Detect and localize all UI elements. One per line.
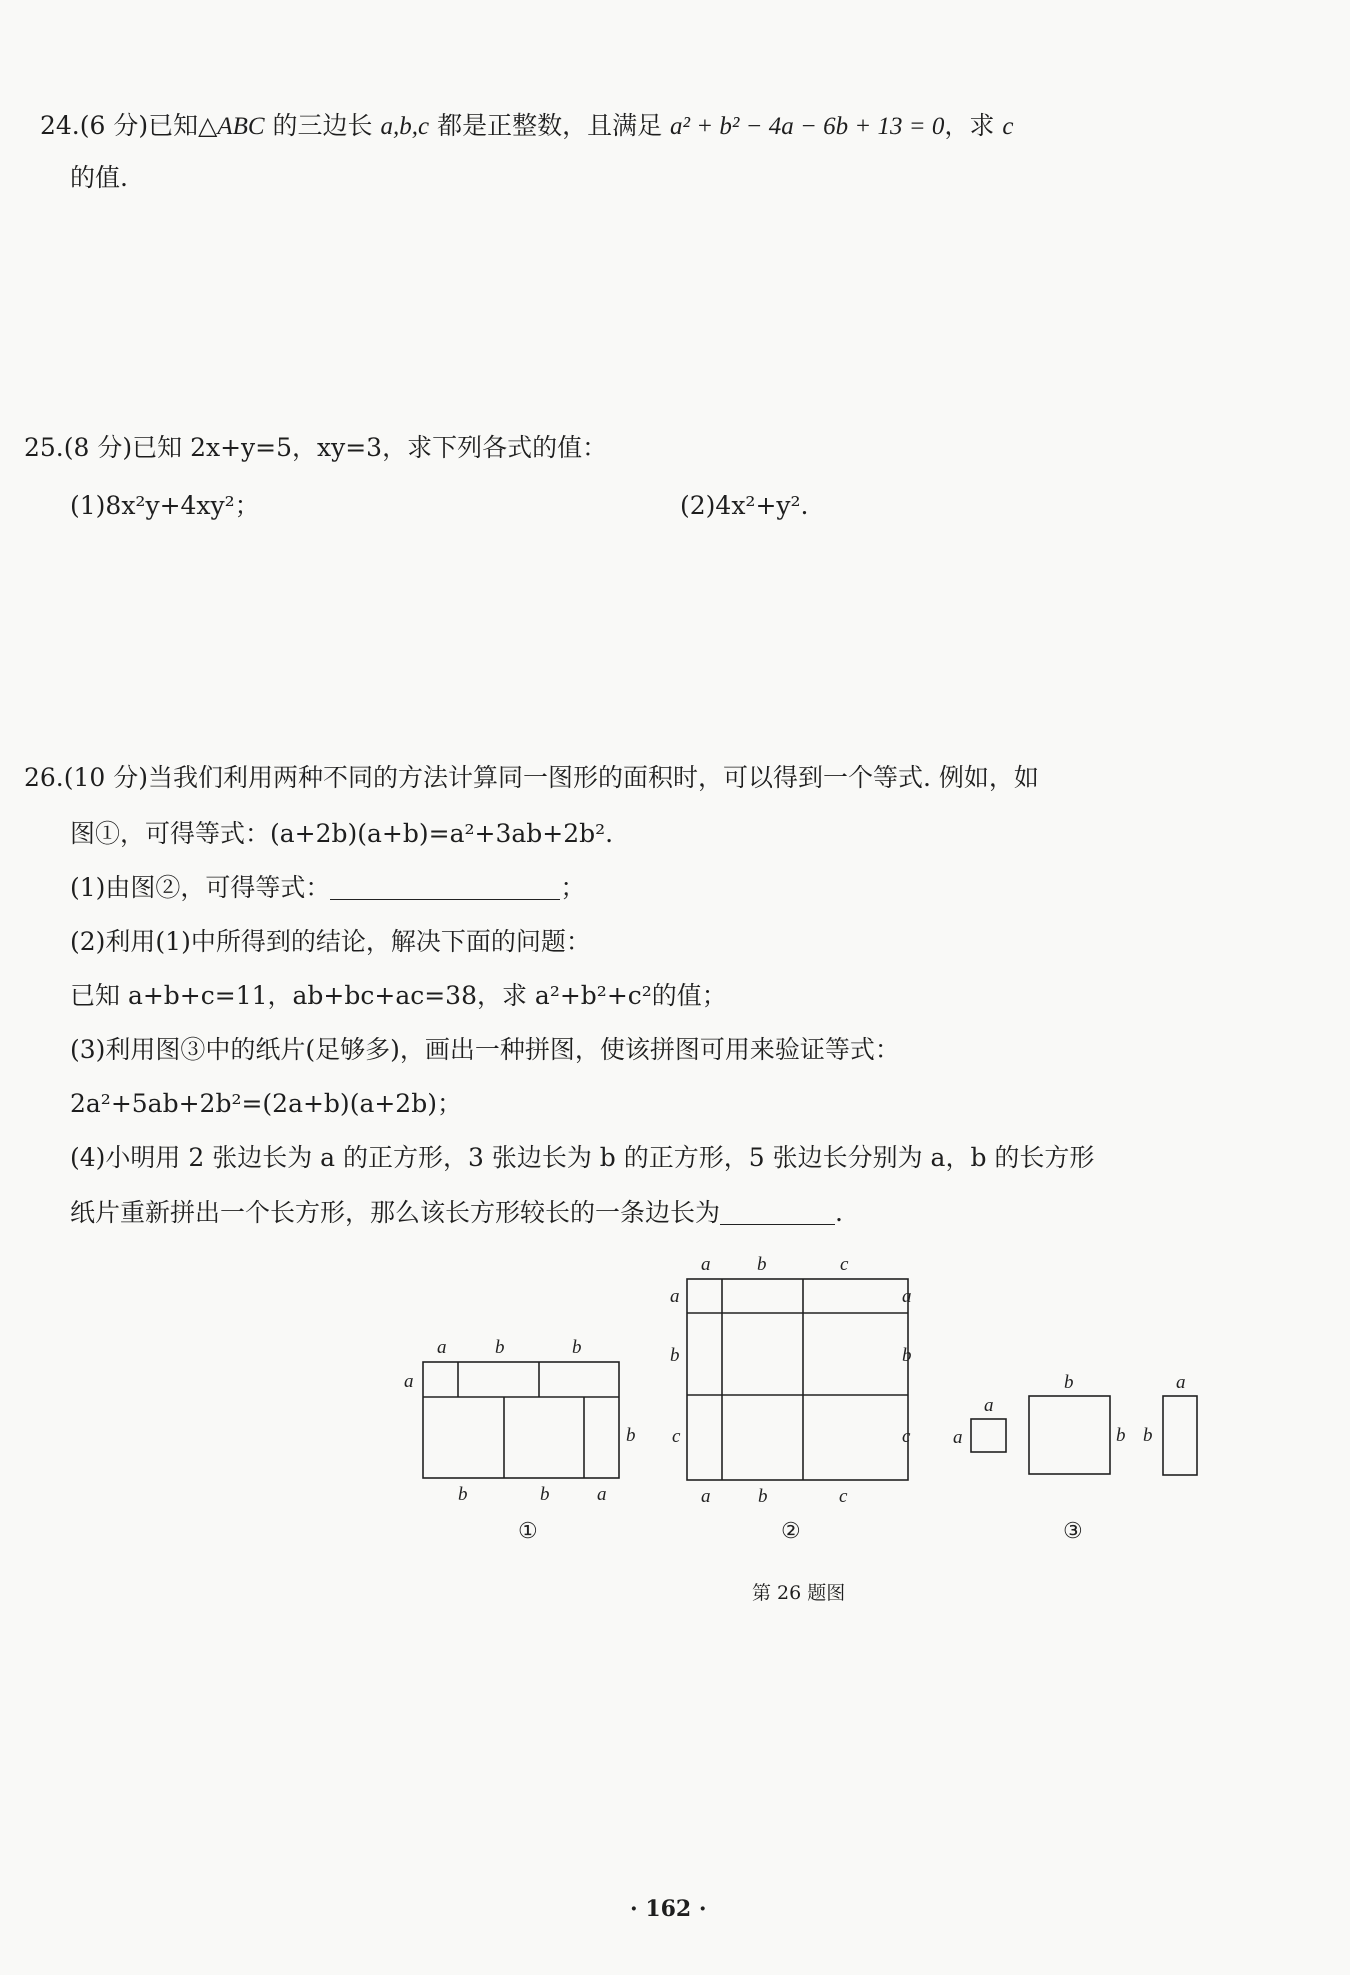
q24-text: ，求: [944, 111, 995, 140]
fig2-outer: [687, 1279, 908, 1480]
page-number: · 162 ·: [630, 1896, 707, 1922]
fig1-bottom-label: a: [597, 1484, 607, 1505]
fig1-left-label: a: [404, 1371, 414, 1392]
fig3-rectangle: [1163, 1396, 1197, 1475]
q26-score: (10 分): [63, 763, 149, 792]
q24-equation: a² + b² − 4a − 6b + 13 = 0: [670, 113, 945, 140]
fig3-small-label: a: [953, 1427, 963, 1448]
q25-text: 已知 2x+y=5，xy=3，求下列各式的值：: [132, 433, 608, 462]
fig2-left-label: a: [670, 1286, 680, 1307]
fig1-top-label: b: [495, 1337, 505, 1358]
fig2-bottom-label: a: [701, 1486, 711, 1507]
fig3-big-square: [1029, 1396, 1110, 1474]
fig3-small-label: a: [984, 1395, 994, 1416]
fig3-small-square: [971, 1419, 1006, 1452]
fig2-top-label: b: [757, 1254, 767, 1275]
q24-c: c: [1002, 113, 1014, 140]
q26-part3: (3)利用图③中的纸片(足够多)，画出一种拼图，使该拼图可用来验证等式：: [70, 1035, 900, 1064]
q26-part2: (2)利用(1)中所得到的结论，解决下面的问题：: [70, 927, 591, 956]
q24-text: 的三边长: [272, 111, 373, 140]
q24-line2: 的值.: [70, 163, 128, 192]
q26-part4b-text: 纸片重新拼出一个长方形，那么该长方形较长的一条边长为: [70, 1198, 721, 1227]
fig1-top-label: a: [437, 1337, 447, 1358]
figure-1: [404, 1337, 636, 1543]
fig1-outer: [423, 1362, 619, 1478]
q26-part4: (4)小明用 2 张边长为 a 的正方形，3 张边长为 b 的正方形，5 张边长分别为 a，b 的长方形: [70, 1143, 1095, 1172]
q24-triangle: ABC: [217, 113, 265, 140]
q26-stem2: 图①，可得等式：(a+2b)(a+b)=a²+3ab+2b².: [70, 819, 614, 848]
q24-text: 已知△: [148, 111, 218, 140]
fig2-right-label: b: [902, 1345, 912, 1366]
q26-number: 26.: [24, 763, 64, 792]
figure-caption: 第 26 题图: [752, 1582, 846, 1604]
q25-number: 25.: [24, 433, 64, 462]
fig3-big-label: b: [1116, 1425, 1126, 1446]
q24-text: 都是正整数，且满足: [437, 111, 663, 140]
q26-part1-label: (1)由图②，可得等式：: [70, 873, 331, 902]
fig2-left-label: b: [670, 1345, 680, 1366]
q24-score: (6 分): [79, 111, 149, 140]
fig2-right-label: a: [902, 1286, 912, 1307]
fig3-rect-label: a: [1176, 1372, 1186, 1393]
q24-sides: a,b,c: [380, 113, 430, 140]
q25-part1: (1)8x²y+4xy²；: [70, 491, 260, 520]
q24-number: 24.: [40, 111, 80, 140]
q26-part3b: 2a²+5ab+2b²=(2a+b)(a+2b)；: [70, 1089, 462, 1118]
fig2-right-label: c: [902, 1426, 911, 1447]
q26-part1-end: ；: [560, 873, 586, 902]
fig2-bottom-label: c: [839, 1486, 848, 1507]
fig2-bottom-label: b: [758, 1486, 768, 1507]
q25-score: (8 分): [63, 433, 133, 462]
fig1-top-label: b: [572, 1337, 582, 1358]
fig1-number: ①: [518, 1518, 538, 1543]
fig3-rect-label: b: [1143, 1425, 1153, 1446]
fig1-bottom-label: b: [458, 1484, 468, 1505]
q26-part4-end: .: [835, 1198, 843, 1227]
q26-text: 当我们利用两种不同的方法计算同一图形的面积时，可以得到一个等式. 例如，如: [148, 763, 1039, 792]
figure-2: [670, 1254, 912, 1543]
fig2-number: ②: [781, 1518, 801, 1543]
fig2-left-label: c: [672, 1426, 681, 1447]
fig2-top-label: a: [701, 1254, 711, 1275]
q26-part2b: 已知 a+b+c=11，ab+bc+ac=38，求 a²+b²+c²的值；: [70, 981, 727, 1010]
fig3-number: ③: [1063, 1518, 1083, 1543]
q25-part2: (2)4x²+y².: [680, 491, 809, 520]
fig1-right-label: b: [626, 1425, 636, 1446]
fig2-top-label: c: [840, 1254, 849, 1275]
fig1-bottom-label: b: [540, 1484, 550, 1505]
figure-3: [953, 1372, 1197, 1543]
fig3-big-label: b: [1064, 1372, 1074, 1393]
